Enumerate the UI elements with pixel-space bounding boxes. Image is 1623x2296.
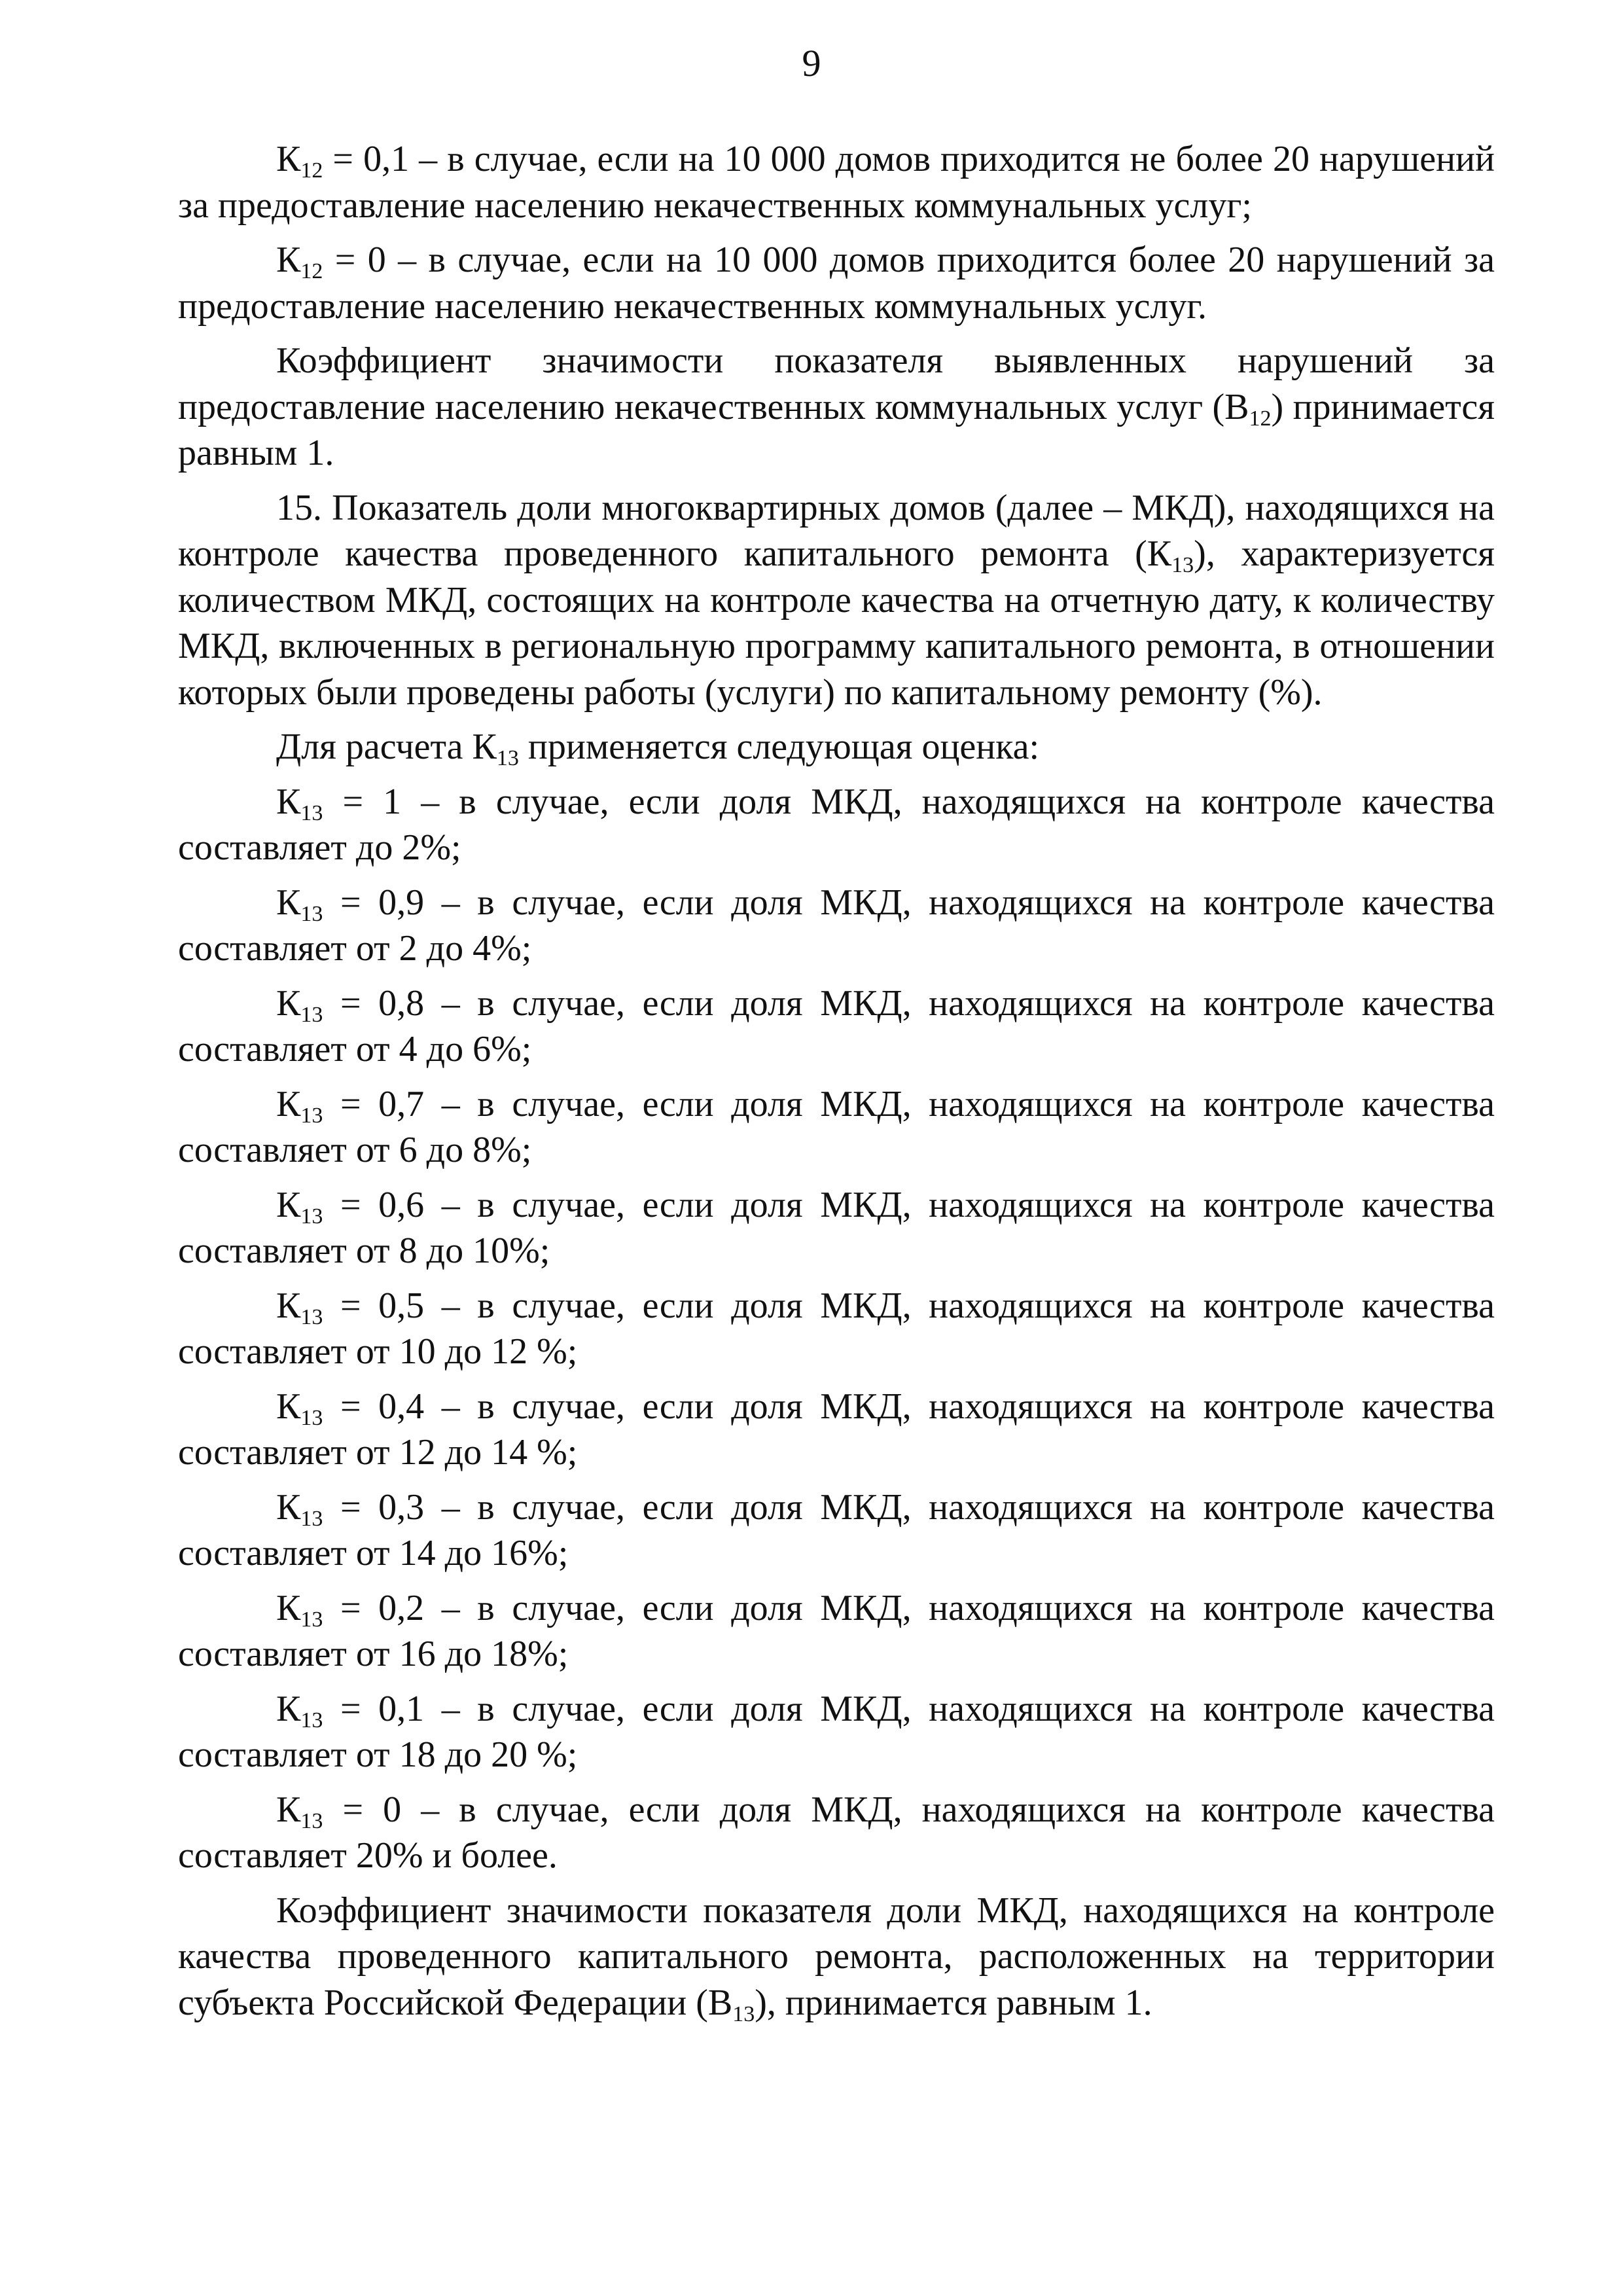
subscript: 13: [496, 746, 519, 770]
paragraph-k13-05: $К_{13} = 0,5 - в$ случае, если доля МКД, находящихся на контроле качества составляет от 10 до 12 %;: [178, 1285, 1495, 1372]
paragraph-item-15: 15. Показатель доли многоквартирных домов (далее – МКД), находящихся на контроле качества проведенного капитального ремонта $(К_{13})$, характеризуется количеством МКД, состоящих на контроле качества на отчетную дату, к количеству МКД, включенных в региональную программу капитального ремонта, в отношении которых были проведены работы (услуги) по капитальному ремонту (%).: [178, 487, 1495, 713]
paragraph-k13-01: $К_{13} = 0,1 - в$ случае, если доля МКД, находящихся на контроле качества составляет от 18 до 20 %;: [178, 1688, 1495, 1775]
subscript: 13: [300, 1002, 323, 1027]
paragraph-k13-06: $К_{13} = 0,6 - в$ случае, если доля МКД, находящихся на контроле качества составляет от 8 до 10%;: [178, 1184, 1495, 1271]
paragraph-k13-03: $К_{13} = 0,3 - в$ случае, если доля МКД, находящихся на контроле качества составляет от 14 до 16%;: [178, 1486, 1495, 1573]
paragraph-b12-coefficient: Коэффициент значимости показателя выявленных нарушений за предоставление населению некачественных коммунальных услуг $(В_{12})$ принимается равным 1.: [178, 340, 1495, 473]
subscript: 13: [300, 1607, 323, 1632]
subscript: 13: [300, 800, 323, 825]
subscript: 13: [732, 2001, 755, 2026]
document-body: [178, 136, 1495, 2034]
paragraph-k13-09: $К_{13} = 0,9 - в$ случае, если доля МКД, находящихся на контроле качества составляет от 2 до 4%;: [178, 882, 1495, 969]
page-number: 9: [802, 42, 821, 84]
subscript: 13: [300, 1708, 323, 1732]
paragraph-k12-01: $К_{12} = 0,1 - в$ случае, если на 10 000 домов приходится не более 20 нарушений за предоставление населению некачественных коммунальных услуг;: [178, 139, 1495, 226]
subscript: 12: [1249, 406, 1272, 431]
subscript: 13: [300, 1506, 323, 1531]
paragraph-k13-04: $К_{13} = 0,4 - в$ случае, если доля МКД, находящихся на контроле качества составляет от 12 до 14 %;: [178, 1386, 1495, 1473]
subscript: 13: [300, 1304, 323, 1329]
subscript: 13: [300, 1808, 323, 1833]
paragraph-k13-1: $К_{13} = 1 - в$ случае, если доля МКД, находящихся на контроле качества составляет до 2%;: [178, 781, 1495, 868]
paragraph-k13-08: $К_{13} = 0,8 - в$ случае, если доля МКД, находящихся на контроле качества составляет от 4 до 6%;: [178, 982, 1495, 1069]
paragraph-k13-02: $К_{13} = 0,2 - в$ случае, если доля МКД, находящихся на контроле качества составляет от 16 до 18%;: [178, 1587, 1495, 1674]
subscript: 13: [300, 1103, 323, 1128]
subscript: 12: [300, 259, 323, 283]
paragraph-k13-intro: Для расчета $К_{13}$ применяется следующая оценка:: [276, 726, 1040, 770]
subscript: 13: [300, 1405, 323, 1430]
subscript: 13: [1171, 553, 1194, 577]
paragraph-b13-coefficient: Коэффициент значимости показателя доли МКД, находящихся на контроле качества проведенного капитального ремонта, расположенных на территории субъекта Российской Федерации $(В_{13})$, принимается равным 1.: [178, 1890, 1495, 2026]
paragraph-k12-0: $К_{12} = 0 - в$ случае, если на 10 000 домов приходится более 20 нарушений за предоставление населению некачественных коммунальных услуг.: [178, 240, 1495, 327]
subscript: 13: [300, 1204, 323, 1229]
subscript: 12: [300, 158, 323, 183]
subscript: 13: [300, 901, 323, 926]
paragraph-k13-0: $К_{13} = 0 - в$ случае, если доля МКД, находящихся на контроле качества составляет 20% и более.: [178, 1789, 1495, 1876]
paragraph-k13-07: $К_{13} = 0,7 - в$ случае, если доля МКД, находящихся на контроле качества составляет от 6 до 8%;: [178, 1083, 1495, 1170]
